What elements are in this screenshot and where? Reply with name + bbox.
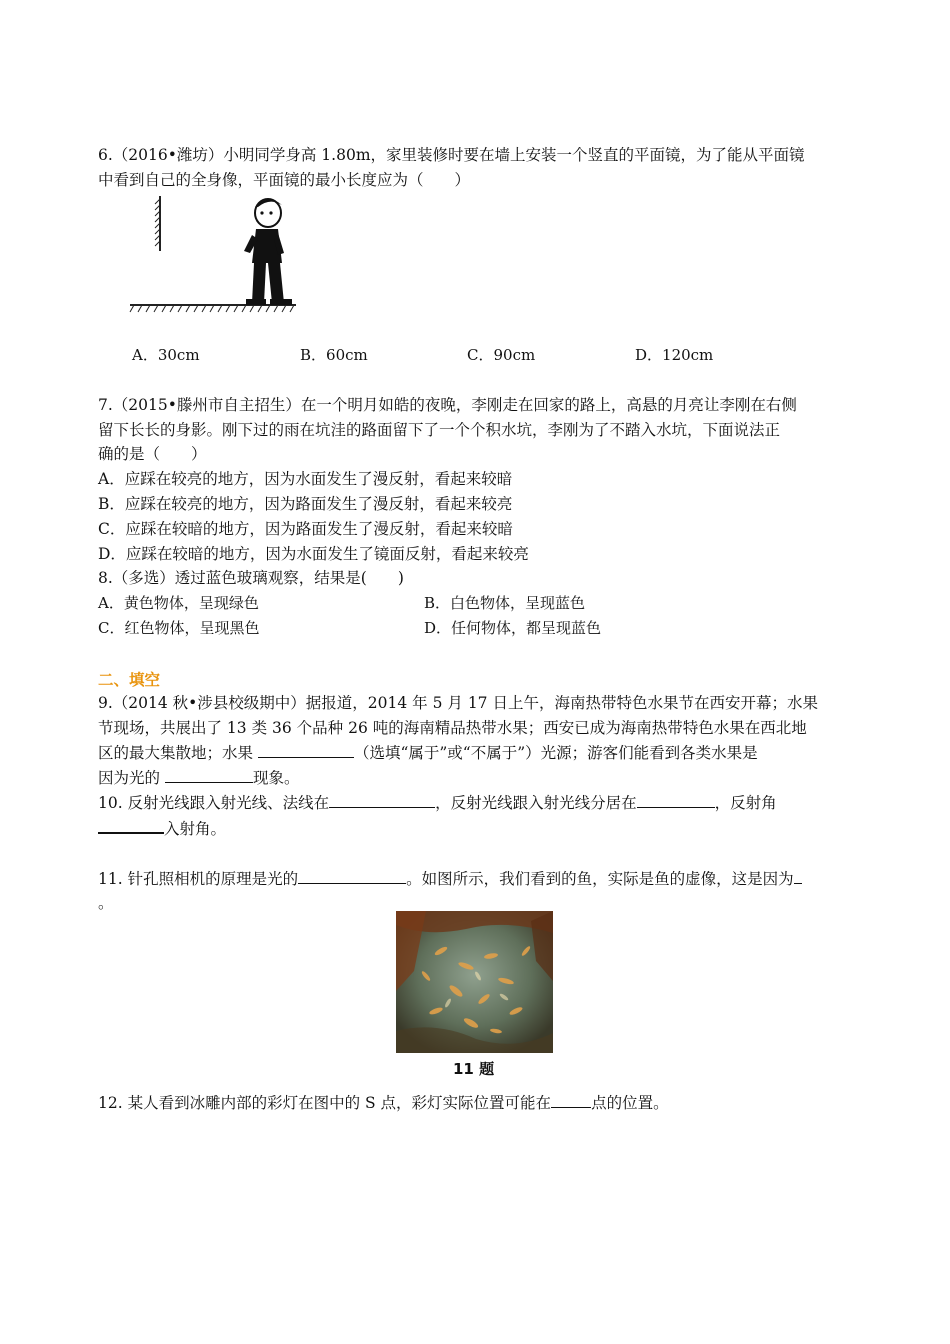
q10-blank-3[interactable] bbox=[98, 818, 164, 834]
q9-line-1: 9.（2014 秋•涉县校级期中）据报道，2014 年 5 月 17 日上午，海南热带特色水果节在西安开幕；水果 bbox=[98, 694, 818, 712]
q7-option-b: B．应踩在较亮的地方，因为路面发生了漫反射，看起来较亮 bbox=[98, 495, 513, 513]
q8-option-b: B．白色物体，呈现蓝色 bbox=[424, 594, 586, 612]
q10-line-1 bbox=[98, 793, 777, 813]
q12-line-1-part-a: 12. 某人看到冰雕内部的彩灯在图中的 S 点，彩灯实际位置可能在 bbox=[98, 1094, 552, 1112]
q7-line-2: 留下长长的身影。刚下过的雨在坑洼的路面留下了一个个积水坑，李刚为了不踏入水坑，下面说法正 bbox=[98, 421, 781, 439]
q8-option-a: A．黄色物体，呈现绿色 bbox=[98, 594, 259, 612]
q6-option-a: A．30cm bbox=[132, 346, 200, 364]
q10-line-2-text: 入射角。 bbox=[164, 820, 227, 838]
q10-blank-2[interactable] bbox=[637, 793, 715, 808]
section-heading-fill-in: 二、填空 bbox=[98, 671, 161, 689]
q9-line-3-suffix: （选填“属于”或“不属于”）光源；游客们能看到各类水果是 bbox=[353, 744, 758, 762]
q7-option-a: A．应踩在较亮的地方，因为水面发生了漫反射，看起来较暗 bbox=[98, 470, 513, 488]
q7-option-d: D．应踩在较暗的地方，因为水面发生了镜面反射，看起来较亮 bbox=[98, 545, 529, 563]
q9-line-4-suffix: 现象。 bbox=[252, 769, 300, 787]
q8-option-c: C．红色物体，呈现黑色 bbox=[98, 619, 260, 637]
q6-option-d: D．120cm bbox=[635, 346, 714, 364]
q9-blank-2[interactable] bbox=[165, 768, 253, 783]
q9-line-4 bbox=[98, 768, 299, 788]
fish-pond-photo bbox=[396, 911, 553, 1053]
q11-line-1-part-a: 11. 针孔照相机的原理是光的 bbox=[98, 870, 299, 888]
q11-line-2: 。 bbox=[98, 894, 114, 912]
q12-line-1 bbox=[98, 1093, 669, 1113]
q12-blank-1[interactable] bbox=[551, 1093, 591, 1108]
q9-line-3-prefix: 区的最大集散地；水果 bbox=[98, 744, 258, 762]
q9-line-3 bbox=[98, 743, 758, 763]
q10-line-2 bbox=[98, 818, 226, 839]
q7-line-3: 确的是（ ） bbox=[98, 445, 207, 463]
q6-option-c: C．90cm bbox=[467, 346, 536, 364]
q8-line-1: 8.（多选）透过蓝色玻璃观察，结果是( ) bbox=[98, 569, 404, 587]
q6-option-b: B．60cm bbox=[300, 346, 368, 364]
q11-figure-caption: 11 题 bbox=[453, 1060, 495, 1078]
q11-blank-2[interactable] bbox=[794, 869, 802, 884]
q11-line-1-part-b: 。如图所示，我们看到的鱼，实际是鱼的虚像，这是因为 bbox=[406, 870, 794, 888]
person-mirror-figure bbox=[128, 193, 298, 318]
q7-option-c: C．应踩在较暗的地方，因为路面发生了漫反射，看起来较暗 bbox=[98, 520, 513, 538]
q7-line-1: 7.（2015•滕州市自主招生）在一个明月如皓的夜晚，李刚走在回家的路上，高悬的月亮让李刚在右侧 bbox=[98, 396, 797, 414]
q6-line-2: 中看到自己的全身像，平面镜的最小长度应为（ ） bbox=[98, 171, 471, 189]
q9-blank-1[interactable] bbox=[258, 743, 354, 758]
q9-line-4-prefix: 因为光的 bbox=[98, 769, 165, 787]
q11-blank-1[interactable] bbox=[298, 869, 406, 884]
q10-line-1-part-c: ，反射角 bbox=[714, 794, 777, 812]
q10-line-1-part-b: ，反射光线跟入射光线分居在 bbox=[435, 794, 637, 812]
q10-line-1-part-a: 10. 反射光线跟入射光线、法线在 bbox=[98, 794, 330, 812]
q11-line-1 bbox=[98, 869, 802, 889]
q12-line-1-part-b: 点的位置。 bbox=[591, 1094, 669, 1112]
q9-line-2: 节现场，共展出了 13 类 36 个品种 26 吨的海南精品热带水果；西安已成为海南热带特色水果在西北地 bbox=[98, 719, 807, 737]
q6-line-1: 6.（2016•潍坊）小明同学身高 1.80m，家里装修时要在墙上安装一个竖直的平面镜，为了能从平面镜 bbox=[98, 146, 805, 164]
q10-blank-1[interactable] bbox=[329, 793, 435, 808]
q8-option-d: D．任何物体，都呈现蓝色 bbox=[424, 619, 602, 637]
